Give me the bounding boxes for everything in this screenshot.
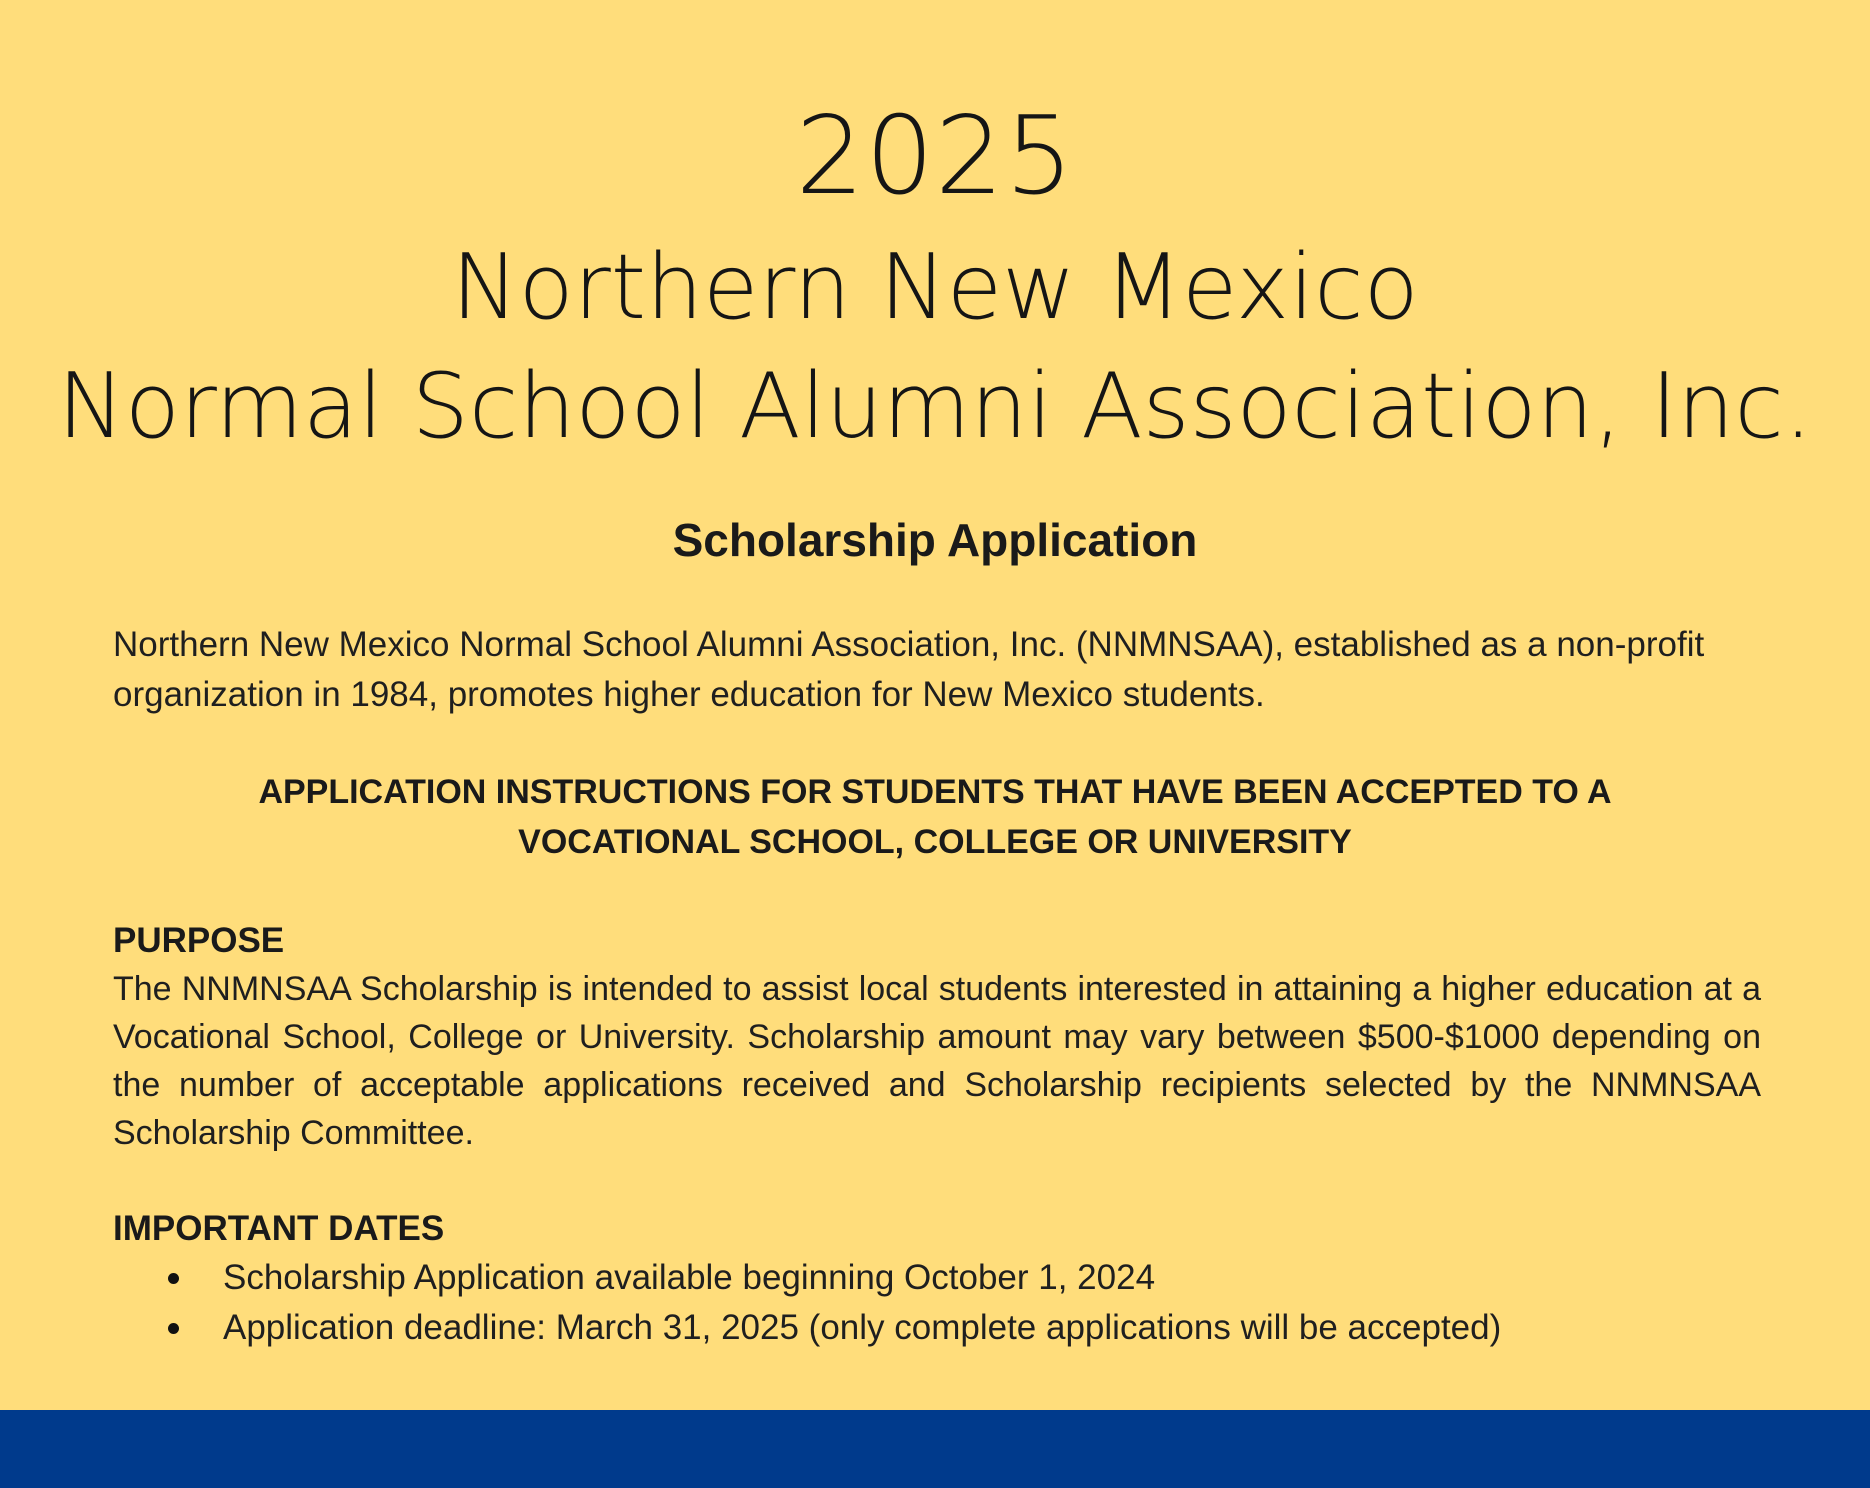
important-dates-list: [113, 1253, 1813, 1353]
bullet-icon: [168, 1273, 179, 1284]
list-item: [113, 1303, 1813, 1353]
bullet-icon: [168, 1323, 179, 1334]
footer-band: [0, 1410, 1870, 1488]
org-name-line-1: Northern New Mexico: [451, 235, 1419, 340]
year-title: 2025: [795, 94, 1075, 219]
date-item-text: Scholarship Application available beginning October 1, 2024: [223, 1258, 1156, 1297]
purpose-heading: PURPOSE: [113, 921, 285, 960]
instructions-line-2: VOCATIONAL SCHOOL, COLLEGE OR UNIVERSITY: [518, 823, 1352, 861]
instructions-line-1: APPLICATION INSTRUCTIONS FOR STUDENTS THAT HAVE BEEN ACCEPTED TO A: [258, 773, 1612, 811]
important-dates-heading: IMPORTANT DATES: [113, 1209, 445, 1248]
date-item-text: Application deadline: March 31, 2025 (only complete applications will be accepted): [223, 1308, 1502, 1347]
intro-paragraph: Northern New Mexico Normal School Alumni Association, Inc. (NNMNSAA), established as a non-profit organization in 1984, promotes higher education for New Mexico students.: [113, 625, 1705, 714]
org-name-line-2: Normal School Alumni Association, Inc.: [57, 354, 1813, 459]
instructions-heading: [150, 767, 1720, 867]
document-subtitle: Scholarship Application: [672, 514, 1198, 566]
purpose-paragraph: The NNMNSAA Scholarship is intended to assist local students interested in attaining a higher education at a Vocational School, College or University. Scholarship amount may vary between $500-$1000 depending on the number of acceptable applications received and Scholarship recipients selected by the NNMNSAA Scholarship Committee.: [113, 970, 1761, 1152]
list-item: [113, 1253, 1813, 1303]
